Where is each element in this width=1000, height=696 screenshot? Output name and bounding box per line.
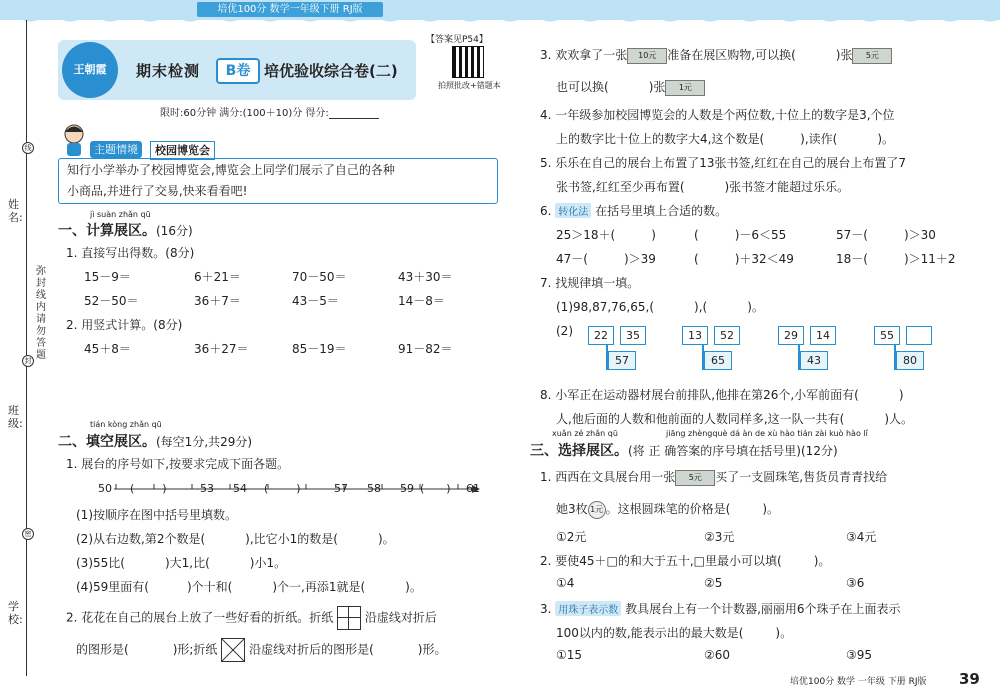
question-2-8-cont: 人,他后面的人数和他前面的人数同样多,这一队一共有( )人。 <box>556 412 914 426</box>
folded-paper-square-icon <box>337 606 361 630</box>
inequality-item[interactable]: ( )－6＜55 <box>694 228 787 242</box>
pattern-flag: 13 <box>682 326 708 345</box>
number-line-blank[interactable]: ( ) <box>264 482 301 495</box>
pattern-flag: 55 <box>874 326 900 345</box>
score-blank[interactable] <box>329 108 379 119</box>
theme-description <box>58 158 498 204</box>
calc-item[interactable]: 14－8＝ <box>398 294 445 308</box>
calc-item[interactable]: 36＋7＝ <box>194 294 241 308</box>
banknote-5-icon: 5元 <box>852 48 892 64</box>
number-line-label: 50 <box>98 482 112 495</box>
calc-item[interactable]: 70－50＝ <box>292 270 347 284</box>
vertical-calc-item[interactable]: 45＋8＝ <box>84 342 131 356</box>
question-2-2-cont: 的图形是( )形;折纸 沿虚线对折后的图形是( )形。 <box>76 638 446 662</box>
question-3-2: 2. 要使45＋□的和大于五十,□里最小可以填( )。 <box>540 554 831 568</box>
answer-reference: 【答案见P54】 <box>426 35 488 45</box>
number-line-label: 61 <box>466 482 480 495</box>
qr-caption: 拍照批改+错题本 <box>438 81 501 90</box>
option[interactable]: ③4元 <box>846 530 877 544</box>
option[interactable]: ③95 <box>846 648 873 662</box>
meta-text: 限时:60分钟 满分:(100＋10)分 得分: <box>160 108 329 119</box>
pattern-sign: 80 <box>896 351 924 370</box>
pattern-sign: 43 <box>800 351 828 370</box>
option[interactable]: ①4 <box>556 576 575 590</box>
banknote-5-icon: 5元 <box>675 470 715 486</box>
inequality-item[interactable]: ( )＋32＜49 <box>694 252 794 266</box>
section-pinyin: xuǎn zé zhǎn qū <box>552 429 618 438</box>
option[interactable]: ①15 <box>556 648 583 662</box>
test-title: 期末检测 <box>136 62 201 80</box>
folded-paper-diagonal-icon <box>221 638 245 662</box>
test-subtitle: 培优验收综合卷(二) <box>264 62 398 80</box>
qr-code-icon[interactable] <box>452 46 484 78</box>
vertical-calc-item[interactable]: 85－19＝ <box>292 342 347 356</box>
vertical-calc-item[interactable]: 36＋27＝ <box>194 342 249 356</box>
section-1-title: 一、计算展区。(16分) <box>58 223 193 239</box>
pattern-flag: 52 <box>714 326 740 345</box>
number-line-label: 58 <box>367 482 381 495</box>
series-label: 培优100分 数学一年级下册 RJ版 <box>197 2 383 17</box>
question-3-1-cont: 她3枚 1元 。这根圆珠笔的价格是( )。 <box>556 500 779 519</box>
number-line-label: 59 <box>400 482 414 495</box>
option[interactable]: ①2元 <box>556 530 587 544</box>
question-1-2: 2. 用竖式计算。(8分) <box>66 318 183 332</box>
footer-text: 培优100分 数学 一年级 下册 RJ版 <box>790 677 927 687</box>
theme-tag: 主题情境 <box>90 141 142 158</box>
pattern-flag: 35 <box>620 326 646 345</box>
pattern-sign: 65 <box>704 351 732 370</box>
option[interactable]: ③6 <box>846 576 865 590</box>
top-wave <box>0 14 1000 24</box>
number-line-label: 53 <box>200 482 214 495</box>
class-field[interactable]: 班级: <box>8 404 23 430</box>
question-2-2: 2. 花花在自己的展台上放了一些好看的折纸。折纸 沿虚线对折后 <box>66 606 437 630</box>
option[interactable]: ②60 <box>704 648 731 662</box>
theme-text-line: 小商品,并进行了交易,快来看看吧! <box>67 184 248 198</box>
calc-item[interactable]: 6＋21＝ <box>194 270 241 284</box>
question-2-7: 7. 找规律填一填。 <box>540 276 640 290</box>
question-2-3: 3. 欢欢拿了一张 10元 准备在展区购物,可以换( )张 5元 <box>540 46 892 64</box>
banknote-1-icon: 1元 <box>665 80 705 96</box>
theme-text-line: 知行小学举办了校园博览会,博览会上同学们展示了自己的各种 <box>67 163 395 177</box>
section-3-title: 三、选择展区。(将 正 确答案的序号填在括号里)(12分) <box>530 443 838 459</box>
coin-1-icon: 1元 <box>588 501 606 519</box>
section-2-title: 二、填空展区。(每空1分,共29分) <box>58 434 253 450</box>
question-2-1: 1. 展台的序号如下,按要求完成下面各题。 <box>66 457 290 471</box>
student-mascot-icon <box>60 123 88 157</box>
banknote-10-icon: 10元 <box>627 48 667 64</box>
seal-mark: 封 <box>22 355 34 367</box>
question-2-7-2: (2) <box>556 324 573 338</box>
question-1-1: 1. 直接写出得数。(8分) <box>66 246 195 260</box>
seal-mark: 线 <box>22 142 34 154</box>
seal-notice: 弥封线内请勿答题 <box>36 266 46 361</box>
question-2-1-4: (4)59里面有( )个十和( )个一,再添1就是( )。 <box>76 580 422 594</box>
method-badge: 转化法 <box>555 203 591 218</box>
theme-name: 校园博览会 <box>150 141 215 160</box>
section-pinyin: jiāng zhèngquè dá àn de xù hào tián zài kuò hào lǐ <box>666 429 868 438</box>
question-2-1-2: (2)从右边数,第2个数是( ),比它小1的数是( )。 <box>76 532 395 546</box>
calc-item[interactable]: 43－5＝ <box>292 294 339 308</box>
question-2-4: 4. 一年级参加校园博览会的人数是个两位数,十位上的数字是3,个位 <box>540 108 895 122</box>
number-line-label: 57 <box>334 482 348 495</box>
question-2-6: 6. 转化法 在括号里填上合适的数。 <box>540 204 728 218</box>
section-pinyin: jì suàn zhǎn qū <box>90 210 151 219</box>
pattern-flag: 14 <box>810 326 836 345</box>
calc-item[interactable]: 52－50＝ <box>84 294 139 308</box>
inequality-item[interactable]: 57－( )＞30 <box>836 228 936 242</box>
seal-mark: 密 <box>22 528 34 540</box>
pattern-flag-blank[interactable] <box>906 326 932 345</box>
pattern-flag: 29 <box>778 326 804 345</box>
pattern-flag: 22 <box>588 326 614 345</box>
test-meta <box>160 104 379 119</box>
method-badge: 用珠子表示数 <box>555 601 621 616</box>
school-field[interactable]: 学校: <box>8 600 23 626</box>
option[interactable]: ②5 <box>704 576 723 590</box>
seal-line <box>26 20 27 676</box>
binding-strip <box>0 20 56 696</box>
section-pinyin: tián kòng zhǎn qū <box>90 420 162 429</box>
vertical-calc-item[interactable]: 91－82＝ <box>398 342 453 356</box>
inequality-item[interactable]: 25＞18＋( ) <box>556 228 656 242</box>
question-2-1-3: (3)55比( )大1,比( )小1。 <box>76 556 287 570</box>
question-3-3-cont: 100以内的数,能表示出的最大数是( )。 <box>556 626 793 640</box>
option[interactable]: ②3元 <box>704 530 735 544</box>
number-line-blank[interactable]: ( ) <box>130 482 167 495</box>
number-line-label: 54 <box>233 482 247 495</box>
question-2-5: 5. 乐乐在自己的展台上布置了13张书签,红红在自己的展台上布置了7 <box>540 156 906 170</box>
name-field[interactable]: 姓名: <box>8 198 23 224</box>
question-3-1: 1. 西西在文具展台用一张 5元 买了一支圆珠笔,售货员青青找给 <box>540 470 888 484</box>
question-2-8: 8. 小军正在运动器材展台前排队,他排在第26个,小军前面有( ) <box>540 388 904 402</box>
paper-version-badge: B卷 <box>216 58 260 84</box>
calc-item[interactable]: 43＋30＝ <box>398 270 453 284</box>
inequality-item[interactable]: 47－( )＞39 <box>556 252 656 266</box>
calc-item[interactable]: 15－9＝ <box>84 270 131 284</box>
pattern-sign: 57 <box>608 351 636 370</box>
publisher-logo: 王朝霞 <box>62 42 118 98</box>
question-2-5-cont: 张书签,红红至少再布置( )张书签才能超过乐乐。 <box>556 180 850 194</box>
question-2-3-cont: 也可以换( )张 1元 <box>556 78 705 96</box>
question-2-7-1: (1)98,87,76,65,( ),( )。 <box>556 300 764 314</box>
question-2-4-cont: 上的数字比十位上的数字大4,这个数是( ),读作( )。 <box>556 132 895 146</box>
number-line-blank[interactable]: ( ) <box>420 482 451 495</box>
page-number: 39 <box>959 670 980 688</box>
question-3-3: 3. 用珠子表示数 教具展台上有一个计数器,丽丽用6个珠子在上面表示 <box>540 602 901 616</box>
question-2-1-1: (1)按顺序在图中括号里填数。 <box>76 508 237 522</box>
inequality-item[interactable]: 18－( )＞11＋2 <box>836 252 956 266</box>
